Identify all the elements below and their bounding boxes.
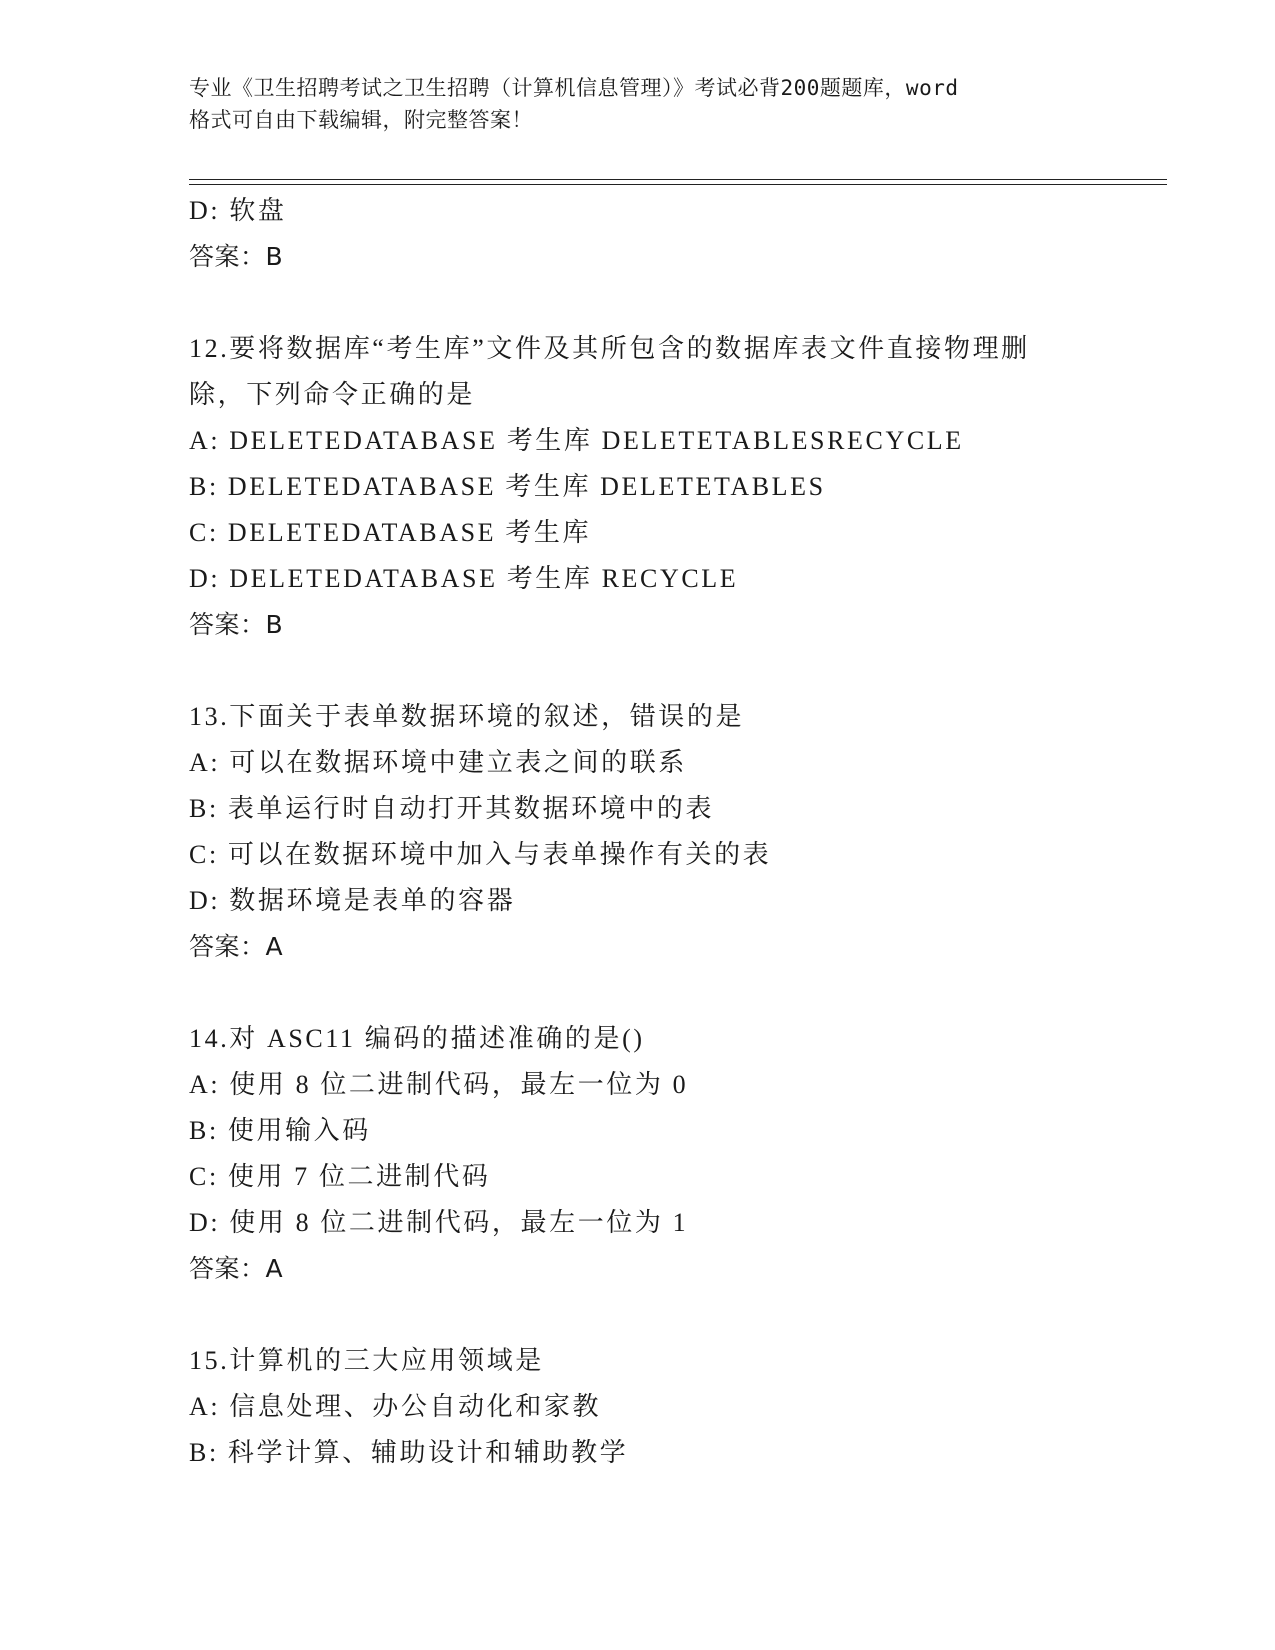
answer-line: 答案：A [189,1254,284,1283]
header-line-1: 专业《卫生招聘考试之卫生招聘（计算机信息管理）》考试必背200题题库，word [189,76,959,100]
answer-line: 答案：A [189,932,284,961]
option-c: C: 使用 7 位二进制代码 [189,1162,491,1191]
header-rule-bottom [189,184,1167,185]
question-title-continued: 除，下列命令正确的是 [189,380,476,409]
question-title: 14.对 ASC11 编码的描述准确的是() [189,1024,645,1053]
option-d: D: 使用 8 位二进制代码，最左一位为 1 [189,1208,689,1237]
header-rule-top [189,179,1167,180]
option-d: D: 数据环境是表单的容器 [189,886,516,915]
spacer [189,280,1149,326]
option-d: D: DELETEDATABASE 考生库 RECYCLE [189,564,739,593]
header-line-2: 格式可自由下载编辑，附完整答案！ [189,108,533,132]
question-13 [189,694,1149,970]
option-c: C: DELETEDATABASE 考生库 [189,518,592,547]
question-title: 13.下面关于表单数据环境的叙述，错误的是 [189,702,745,731]
option-a: A: 可以在数据环境中建立表之间的联系 [189,748,687,777]
question-title: 12.要将数据库“考生库”文件及其所包含的数据库表文件直接物理删 [189,334,1030,363]
option-b: B: DELETEDATABASE 考生库 DELETETABLES [189,472,826,501]
spacer [189,1292,1149,1338]
option-b: B: 表单运行时自动打开其数据环境中的表 [189,794,715,823]
question-14 [189,1016,1149,1292]
spacer [189,970,1149,1016]
option-d: D: 软盘 [189,196,287,225]
question-15 [189,1338,1149,1476]
question-12 [189,326,1149,648]
question-title: 15.计算机的三大应用领域是 [189,1346,544,1375]
question-list [189,188,1149,1476]
option-a: A: 使用 8 位二进制代码，最左一位为 0 [189,1070,689,1099]
option-b: B: 科学计算、辅助设计和辅助教学 [189,1438,629,1467]
document-header [189,72,1089,136]
answer-line: 答案：B [189,610,284,639]
answer-line: 答案：B [189,242,284,271]
option-c: C: 可以在数据环境中加入与表单操作有关的表 [189,840,772,869]
option-a: A: 信息处理、办公自动化和家教 [189,1392,602,1421]
option-b: B: 使用输入码 [189,1116,371,1145]
spacer [189,648,1149,694]
option-a: A: DELETEDATABASE 考生库 DELETETABLESRECYCLE [189,426,964,455]
